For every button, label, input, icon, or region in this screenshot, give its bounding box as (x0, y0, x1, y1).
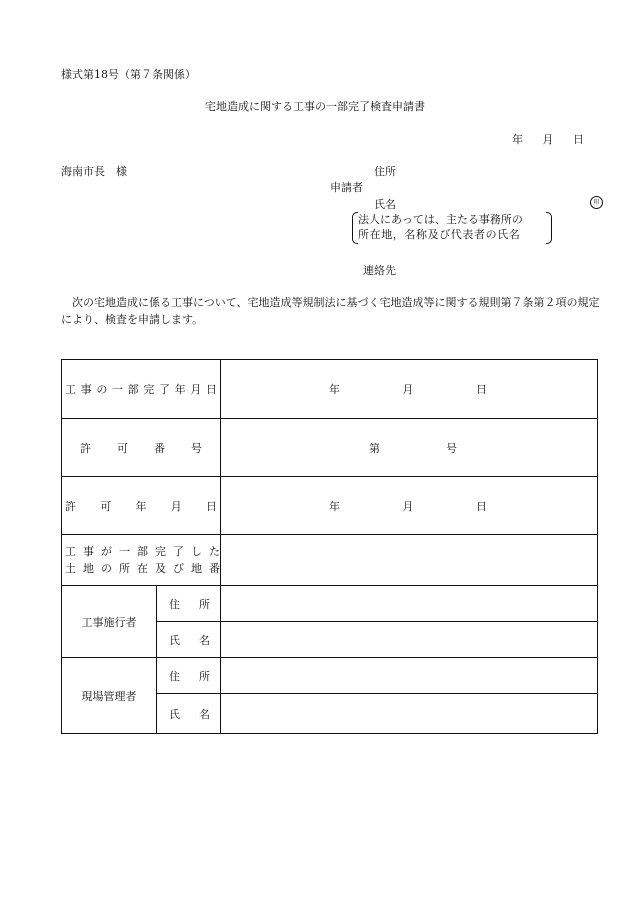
date-year: 年 (512, 133, 523, 146)
site-manager-address-label: 住所 (157, 658, 221, 694)
contractor-address-field[interactable] (221, 586, 598, 622)
form-number: 様式第18号（第７条関係） (61, 68, 196, 81)
applicant-label: 申請者 (330, 181, 363, 194)
corporation-note (352, 211, 552, 243)
table-row (62, 535, 598, 586)
table-row (62, 658, 598, 694)
land-location-label (62, 535, 221, 586)
application-statement: 次の宅地造成に係る工事について、宅地造成等規制法に基づく宅地造成等に関する規則第７条第２項の規定により、検査を申請します。 (61, 296, 600, 326)
permit-number-prefix: 第 (369, 441, 380, 455)
applicant-address-label: 住所 (374, 165, 396, 178)
land-location-label-line1: 工事が一部完了した (65, 545, 220, 558)
completion-year: 年 (329, 383, 340, 396)
contractor-name-field[interactable] (221, 622, 598, 658)
site-manager-name-field[interactable] (221, 694, 598, 734)
application-date (512, 133, 600, 147)
permit-number-label: 許可番号 (62, 419, 221, 477)
bracket-right (546, 212, 552, 244)
document-title: 宅地造成に関する工事の一部完了検査申請書 (205, 100, 425, 113)
completion-date-field[interactable] (221, 360, 598, 419)
contact-label: 連絡先 (363, 264, 396, 277)
permit-year: 年 (329, 499, 340, 513)
permit-number-suffix: 号 (446, 441, 457, 455)
site-manager-address-field[interactable] (221, 658, 598, 694)
contractor-address-label: 住所 (157, 586, 221, 622)
permit-date-label: 許可年月日 (62, 477, 221, 535)
land-location-label-line2: 土地の所在及び地番 (65, 562, 220, 575)
land-location-field[interactable] (221, 535, 598, 586)
date-day: 日 (573, 133, 584, 146)
completion-day: 日 (476, 383, 487, 396)
table-row (62, 360, 598, 419)
date-month: 月 (542, 133, 554, 146)
contractor-name-label: 氏名 (157, 622, 221, 658)
completion-month: 月 (402, 383, 414, 396)
table-row (62, 586, 598, 622)
addressee: 海南市長 様 (61, 165, 127, 178)
application-table (61, 359, 598, 734)
permit-date-field[interactable] (221, 477, 598, 535)
permit-month: 月 (402, 499, 414, 513)
permit-number-field[interactable] (221, 419, 598, 477)
corporation-note-line1: 法人にあっては、主たる事務所の (358, 213, 523, 226)
table-row (62, 477, 598, 535)
completion-date-label: 工事の一部完了年月日 (62, 360, 221, 419)
table-row (62, 419, 598, 477)
permit-day: 日 (476, 499, 487, 513)
seal-mark: 印 (590, 196, 603, 209)
site-manager-name-label: 氏名 (157, 694, 221, 734)
site-manager-label: 現場管理者 (62, 658, 157, 734)
corporation-note-line2: 所在地，名称及び代表者の氏名 (358, 228, 521, 241)
contractor-label: 工事施行者 (62, 586, 157, 658)
applicant-name-label: 氏名 (374, 198, 396, 211)
